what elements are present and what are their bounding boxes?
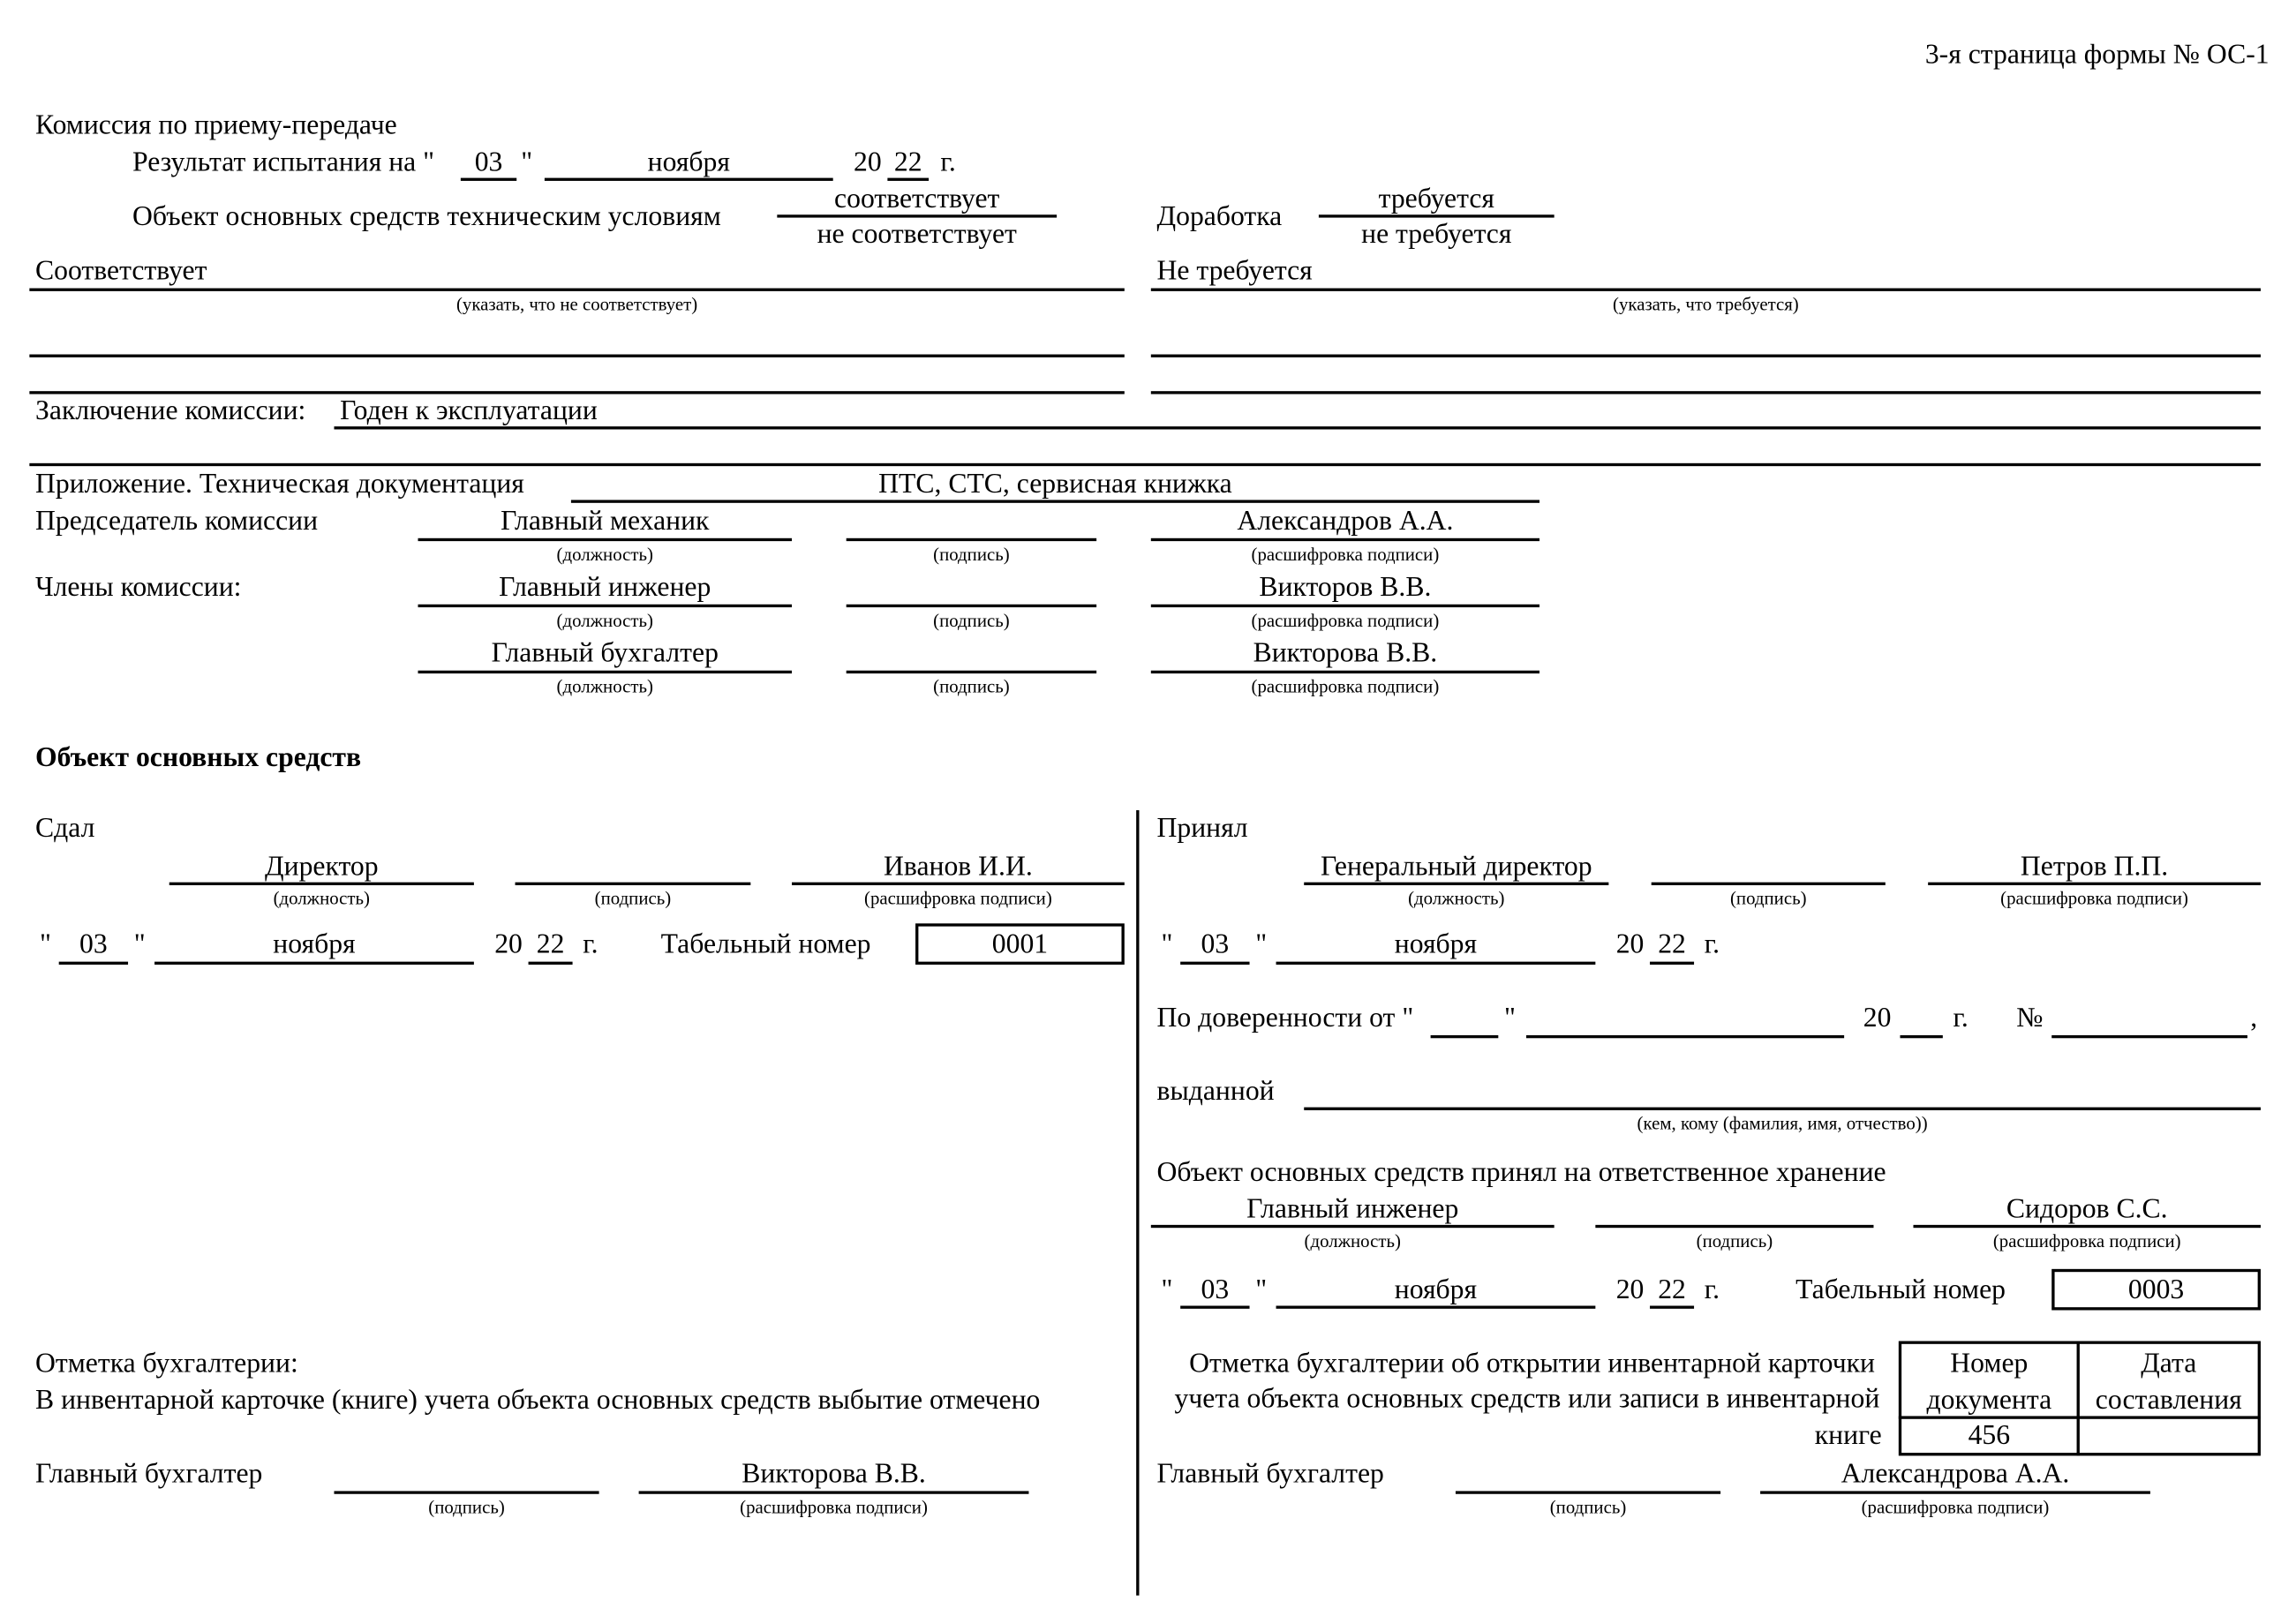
handed-tab-label: Табельный номер (660, 928, 871, 960)
members-label: Члены комиссии: (35, 572, 242, 604)
hint-position: (должность) (556, 610, 653, 631)
signer-position[interactable]: Главный инженер (499, 572, 711, 604)
blank-line (1151, 391, 2261, 394)
underline (887, 178, 929, 181)
underline (1650, 962, 1694, 965)
custody-day[interactable]: 03 (1201, 1274, 1230, 1306)
test-date-day[interactable]: 03 (474, 147, 503, 178)
hint-signature: (подпись) (1549, 1497, 1627, 1518)
hint-signature: (подпись) (933, 676, 1010, 697)
signature-line[interactable] (334, 1491, 598, 1493)
underline (1151, 289, 2261, 291)
hint-name: (расшифровка подписи) (2000, 888, 2188, 909)
commission-title: Комиссия по приему-передаче (35, 109, 397, 141)
underline (169, 883, 474, 885)
hint-name: (расшифровка подписи) (1251, 676, 1440, 697)
year-prefix: 20 (1863, 1003, 1892, 1034)
underline (1151, 538, 1539, 541)
signature-line[interactable] (1595, 1225, 1873, 1228)
hint-name: (расшифровка подписи) (1251, 544, 1440, 565)
handed-name[interactable]: Иванов И.И. (884, 851, 1033, 883)
hint-name: (расшифровка подписи) (740, 1497, 928, 1518)
underline (1760, 1491, 2150, 1493)
comma: , (2250, 1003, 2258, 1034)
handed-tab-number-box[interactable] (915, 923, 1125, 965)
rework-hint: (указать, что требуется) (1613, 294, 1799, 315)
underline (1913, 1225, 2260, 1228)
signer-position[interactable]: Главный механик (501, 506, 710, 537)
handed-month[interactable]: ноября (273, 928, 356, 960)
year-prefix: 20 (494, 928, 523, 960)
custody-label: Объект основных средств принял на ответственное хранение (1156, 1157, 1886, 1189)
signer-name[interactable]: Александров А.А. (1237, 506, 1454, 537)
year-unit: г. (583, 928, 598, 960)
proxy-number-line[interactable] (2051, 1035, 2247, 1038)
received-name[interactable]: Петров П.П. (2020, 851, 2169, 883)
year-unit: г. (1704, 1274, 1720, 1306)
year-prefix: 20 (854, 147, 882, 178)
attachment-label: Приложение. Техническая документация (35, 469, 524, 500)
issued-hint: (кем, кому (фамилия, имя, отчество)) (1637, 1113, 1928, 1134)
number-sign: № (2016, 1003, 2044, 1034)
underline (571, 500, 1539, 502)
accounting-right-text-2: учета объекта основных средств или записи в инвентарной (1174, 1383, 1880, 1415)
chief-accountant-label: Главный бухгалтер (1156, 1458, 1384, 1490)
accounting-left-title: Отметка бухгалтерии: (35, 1348, 298, 1379)
underline (1928, 883, 2261, 885)
quote-mark: " (521, 147, 533, 178)
col-date-header: Дата (2141, 1348, 2197, 1379)
received-month[interactable]: ноября (1394, 928, 1478, 960)
handed-year[interactable]: 22 (536, 928, 565, 960)
underline (1276, 1305, 1596, 1308)
proxy-year-line[interactable] (1900, 1035, 1942, 1038)
hint-position: (должность) (1304, 1230, 1401, 1251)
hint-name: (расшифровка подписи) (1251, 610, 1440, 631)
underline (29, 289, 1124, 291)
conformity-value[interactable]: Соответствует (35, 255, 207, 287)
hint-signature: (подпись) (594, 888, 672, 909)
handed-day[interactable]: 03 (79, 928, 108, 960)
signature-line[interactable] (516, 883, 751, 885)
option-required[interactable]: требуется (1378, 184, 1494, 215)
underline (529, 962, 573, 965)
test-result-label: Результат испытания на " (132, 147, 435, 178)
accounting-left-name[interactable]: Викторова В.В. (741, 1458, 926, 1490)
chief-accountant-label: Главный бухгалтер (35, 1458, 263, 1490)
option-not-conforms[interactable]: не соответствует (817, 219, 1017, 251)
attachment-value[interactable]: ПТС, СТС, сервисная книжка (878, 469, 1232, 500)
asset-title: Объект основных средств (35, 742, 362, 774)
hint-name: (расшифровка подписи) (864, 888, 1052, 909)
signer-name[interactable]: Викторова В.В. (1253, 638, 1438, 670)
hint-position: (должность) (556, 676, 653, 697)
underline (418, 671, 792, 673)
test-date-year[interactable]: 22 (893, 147, 922, 178)
option-conforms[interactable]: соответствует (834, 184, 1000, 215)
quote-mark: " (1255, 928, 1268, 960)
quote-mark: " (1255, 1274, 1268, 1306)
year-unit: г. (1704, 928, 1720, 960)
hint-signature: (подпись) (428, 1497, 505, 1518)
option-not-required[interactable]: не требуется (1361, 219, 1512, 251)
signature-line[interactable] (1456, 1491, 1720, 1493)
accounting-right-name[interactable]: Александрова А.А. (1841, 1458, 2070, 1490)
column-divider (1136, 810, 1139, 1596)
hint-name: (расшифровка подписи) (1992, 1230, 2181, 1251)
proxy-day-line[interactable] (1431, 1035, 1499, 1038)
handed-position[interactable]: Директор (265, 851, 379, 883)
year-unit: г. (940, 147, 956, 178)
hint-position: (должность) (1408, 888, 1505, 909)
custody-tab-number: 0003 (2127, 1274, 2185, 1306)
underline (1151, 605, 1539, 607)
quote-mark: " (1503, 1003, 1516, 1034)
accounting-right-text-3: книге (1814, 1420, 1882, 1452)
rework-label: Доработка (1156, 201, 1283, 233)
hint-signature: (подпись) (1696, 1230, 1773, 1251)
blank-line (29, 391, 1124, 394)
blank-line (29, 463, 2261, 466)
conclusion-value[interactable]: Годен к эксплуатации (340, 395, 598, 427)
quote-mark: " (1161, 1274, 1173, 1306)
doc-number-cell[interactable]: 456 (1968, 1420, 2011, 1452)
hint-signature: (подпись) (933, 610, 1010, 631)
quote-mark: " (40, 928, 51, 960)
custody-month[interactable]: ноября (1394, 1274, 1478, 1306)
accounting-left-text: В инвентарной карточке (книге) учета объекта основных средств выбытие отмечено (35, 1385, 1041, 1417)
issued-line[interactable] (1304, 1108, 2261, 1110)
rework-value[interactable]: Не требуется (1156, 255, 1313, 287)
signature-line[interactable] (1652, 883, 1886, 885)
handed-over-label: Сдал (35, 813, 95, 845)
conformity-hint: (указать, что не соответствует) (455, 294, 698, 315)
underline (792, 883, 1125, 885)
handed-tab-number: 0001 (991, 928, 1049, 960)
signer-name[interactable]: Викторов В.В. (1259, 572, 1432, 604)
conformity-label: Объект основных средств техническим условиям (132, 201, 721, 233)
chairman-label: Председатель комиссии (35, 506, 319, 537)
custody-tab-label: Табельный номер (1795, 1274, 2006, 1306)
underline (418, 605, 792, 607)
signature-line[interactable] (847, 671, 1096, 673)
test-date-month[interactable]: ноября (647, 147, 730, 178)
underline (545, 178, 833, 181)
underline (1151, 1225, 1555, 1228)
year-prefix: 20 (1615, 928, 1645, 960)
signature-line[interactable] (847, 538, 1096, 541)
underline (461, 178, 516, 181)
issued-label: выданной (1156, 1076, 1275, 1108)
options-divider (1319, 214, 1555, 217)
conclusion-label: Заключение комиссии: (35, 395, 306, 427)
signer-position[interactable]: Главный бухгалтер (491, 638, 719, 670)
quote-mark: " (1161, 928, 1173, 960)
col-doc-number-header-2: документа (1926, 1385, 2052, 1417)
underline (334, 426, 2260, 429)
received-day[interactable]: 03 (1201, 928, 1230, 960)
underline (1276, 962, 1596, 965)
blank-line (29, 355, 1124, 357)
year-unit: г. (1953, 1003, 1969, 1034)
received-position[interactable]: Генеральный директор (1320, 851, 1592, 883)
hint-position: (должность) (273, 888, 370, 909)
col-doc-number-header: Номер (1950, 1348, 2029, 1379)
year-prefix: 20 (1615, 1274, 1645, 1306)
hint-signature: (подпись) (933, 544, 1010, 565)
accounting-right-text-1: Отметка бухгалтерии об открытии инвентарной карточки (1189, 1348, 1875, 1379)
underline (418, 538, 792, 541)
hint-signature: (подпись) (1729, 888, 1807, 909)
form-page-label: 3-я страница формы № ОС-1 (1924, 39, 2270, 71)
proxy-label: По доверенности от " (1156, 1003, 1414, 1034)
hint-name: (расшифровка подписи) (1861, 1497, 2050, 1518)
custody-name[interactable]: Сидоров С.С. (2006, 1193, 2168, 1225)
underline (1650, 1305, 1694, 1308)
underline (1180, 1305, 1249, 1308)
custody-year[interactable]: 22 (1658, 1274, 1686, 1306)
underline (1151, 671, 1539, 673)
underline (154, 962, 474, 965)
underline (59, 962, 128, 965)
blank-line (1151, 355, 2261, 357)
underline (1304, 883, 1608, 885)
underline (639, 1491, 1029, 1493)
col-date-header-2: составления (2095, 1385, 2242, 1417)
hint-position: (должность) (556, 544, 653, 565)
received-year[interactable]: 22 (1658, 928, 1686, 960)
options-divider (777, 214, 1057, 217)
custody-position[interactable]: Главный инженер (1246, 1193, 1459, 1225)
received-label: Принял (1156, 813, 1248, 845)
signature-line[interactable] (847, 605, 1096, 607)
underline (1180, 962, 1249, 965)
quote-mark: " (133, 928, 146, 960)
custody-tab-number-box[interactable] (2051, 1269, 2261, 1311)
proxy-month-line[interactable] (1526, 1035, 1844, 1038)
